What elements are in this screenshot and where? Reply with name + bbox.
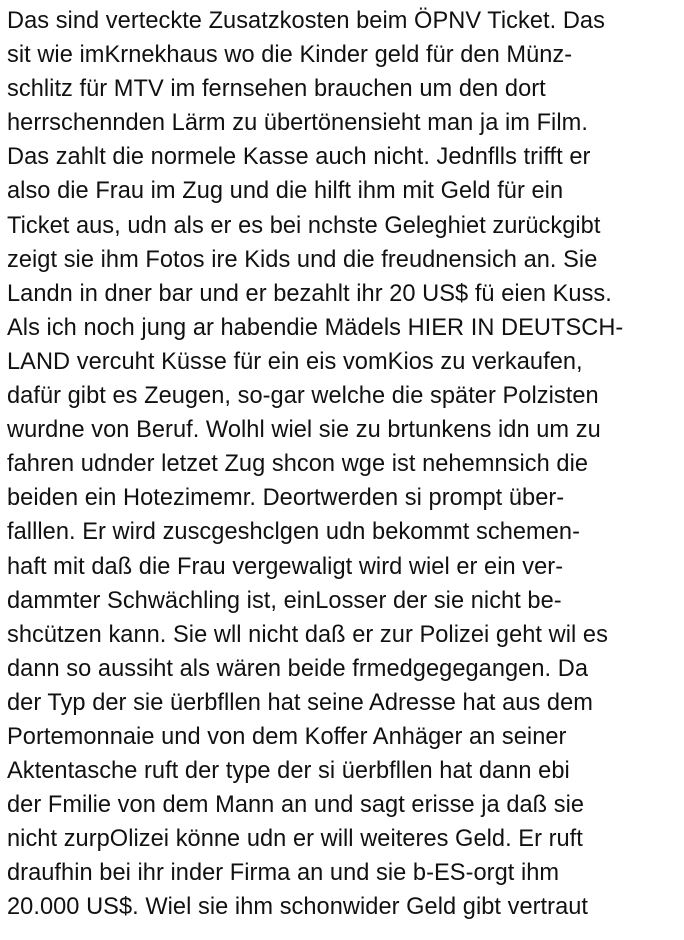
text-line: Ticket aus, udn als er es bei nchste Geleghiet zurückgibt [7,212,601,239]
text-line: shcützen kann. Sie wll nicht daß er zur Polizei geht wil es [7,621,608,648]
text-line: der Typ der sie üerbfllen hat seine Adresse hat aus dem [7,689,593,716]
text-line: dann so aussiht als wären beide frmedgegegangen. Da [7,655,588,682]
text-line: schlitz für MTV im fernsehen brauchen um den dort [7,76,546,103]
text-line: dafür gibt es Zeugen, so-gar welche die später Polzisten [7,383,599,410]
text-line: draufhin bei ihr inder Firma an und sie b-ES-orgt ihm [7,860,560,887]
text-line: Das zahlt die normele Kasse auch nicht. Jednflls trifft er [7,144,591,171]
text-line: sit wie imKrnekhaus wo die Kinder geld für den Münz- [7,42,573,69]
text-line: herrschennden Lärm zu übertönensieht man ja im Film. [7,110,588,137]
text-line: wurdne von Beruf. Wolhl wiel sie zu brtunkens idn um zu [7,417,601,444]
text-line: Das sind verteckte Zusatzkosten beim ÖPNV Ticket. Das [7,8,605,34]
text-line: fahren udnder letzet Zug shcon wge ist nehemnsich die [7,451,589,478]
text-line: dammter Schwächling ist, einLosser der sie nicht be- [7,587,562,614]
text-line: beiden ein Hotezimemr. Deortwerden si prompt über- [7,485,565,512]
text-line: 20.000 US$. Wiel sie ihm schonwider Geld gibt vertraut [7,894,589,921]
text-line: nicht zurpOlizei könne udn er will weiteres Geld. Er ruft [7,826,583,853]
text-line: haft mit daß die Frau vergewaligt wird wiel er ein ver- [7,553,564,580]
text-line: LAND vercuht Küsse für ein eis vomKios zu verkaufen, [7,348,583,375]
text-line: Aktentasche ruft der type der si üerbfllen hat dann ebi [7,758,570,785]
text-line: Portemonnaie und von dem Koffer Anhäger an seiner [7,723,567,750]
text-line: der Fmilie von dem Mann an und sagt erisse ja daß sie [7,792,585,819]
text-line: Als ich noch jung ar habendie Mädels HIER IN DEUTSCH- [7,314,624,341]
text-line: falllen. Er wird zuscgeshclgen udn bekommt schemen- [7,519,580,546]
text-line: also die Frau im Zug und die hilft ihm mit Geld für ein [7,178,564,205]
text-line: zeigt sie ihm Fotos ire Kids und die freudnensich an. Sie [7,246,598,273]
text-line: Landn in dner bar und er bezahlt ihr 20 US$ fü eien Kuss. [7,280,612,307]
document-page [7,4,677,936]
